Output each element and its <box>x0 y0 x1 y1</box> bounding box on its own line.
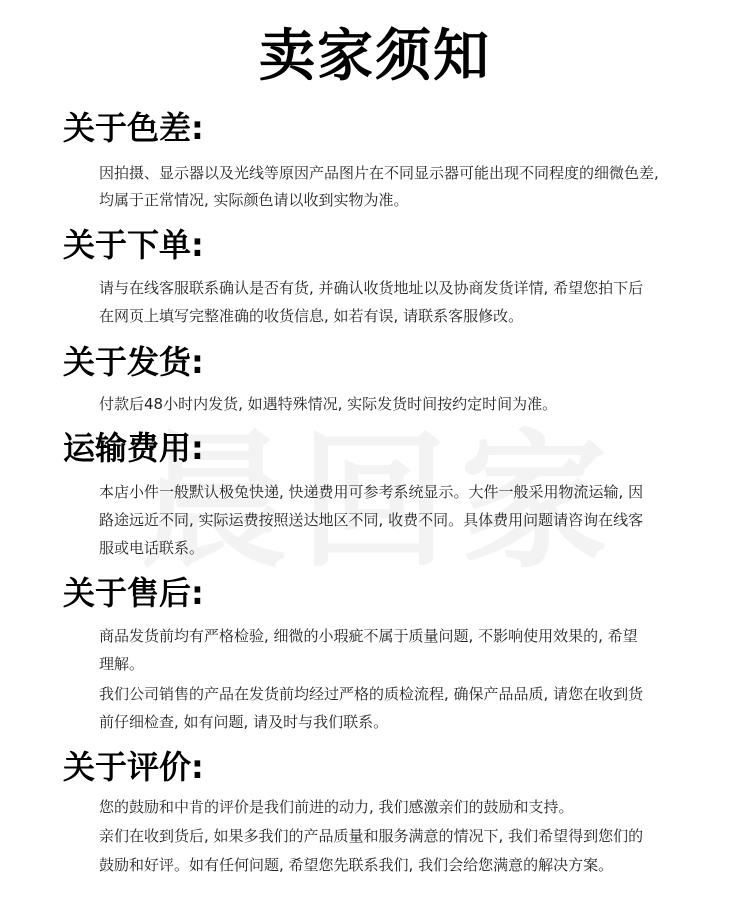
paragraph-line: 亲们在收到货后, 如果多我们的产品质量和服务满意的情况下, 我们希望得到您们的 <box>99 827 644 845</box>
paragraph-line: 商品发货前均有严格检验, 细微的小瑕疵不属于质量问题, 不影响使用效果的, 希望 <box>99 627 638 645</box>
page-title: 卖家须知 <box>259 24 491 89</box>
paragraph-line: 均属于正常情况, 实际颜色请以收到实物为准。 <box>99 191 409 209</box>
paragraph-line: 付款后48小时内发货, 如遇特殊情况, 实际发货时间按约定时间为准。 <box>99 395 558 413</box>
section-heading: 关于下单: <box>63 226 204 264</box>
paragraph-line: 您的鼓励和中肯的评价是我们前进的动力, 我们感激亲们的鼓励和支持。 <box>99 798 574 816</box>
section-heading: 关于评价: <box>63 748 204 786</box>
section-heading: 关于色差: <box>63 109 204 147</box>
section-heading: 关于售后: <box>63 574 204 612</box>
paragraph-line: 在网页上填写完整准确的收货信息, 如若有误, 请联系客服修改。 <box>99 307 524 325</box>
paragraph-line: 前仔细检查, 如有问题, 请及时与我们联系。 <box>99 713 389 731</box>
paragraph-line: 理解。 <box>99 655 145 673</box>
paragraph-line: 路途远近不同, 实际运费按照送达地区不同, 收费不同。具体费用问题请咨询在线客 <box>99 511 644 529</box>
paragraph-line: 因拍摄、显示器以及光线等原因产品图片在不同显示器可能出现不同程度的细微色差, <box>99 164 659 182</box>
paragraph-line: 请与在线客服联系确认是否有货, 并确认收货地址以及协商发货详情, 希望您拍下后 <box>99 279 644 297</box>
section-heading: 运输费用: <box>63 429 204 467</box>
paragraph-line: 本店小件一般默认极兔快递, 快递费用可参考系统显示。大件一般采用物流运输, 因 <box>99 483 644 501</box>
paragraph-line: 我们公司销售的产品在发货前均经过严格的质检流程, 确保产品品质, 请您在收到货 <box>99 685 644 703</box>
paragraph-line: 服或电话联系。 <box>99 539 205 557</box>
paragraph-line: 鼓励和好评。如有任何问题, 希望您先联系我们, 我们会给您满意的解决方案。 <box>99 856 614 874</box>
section-heading: 关于发货: <box>63 343 204 381</box>
